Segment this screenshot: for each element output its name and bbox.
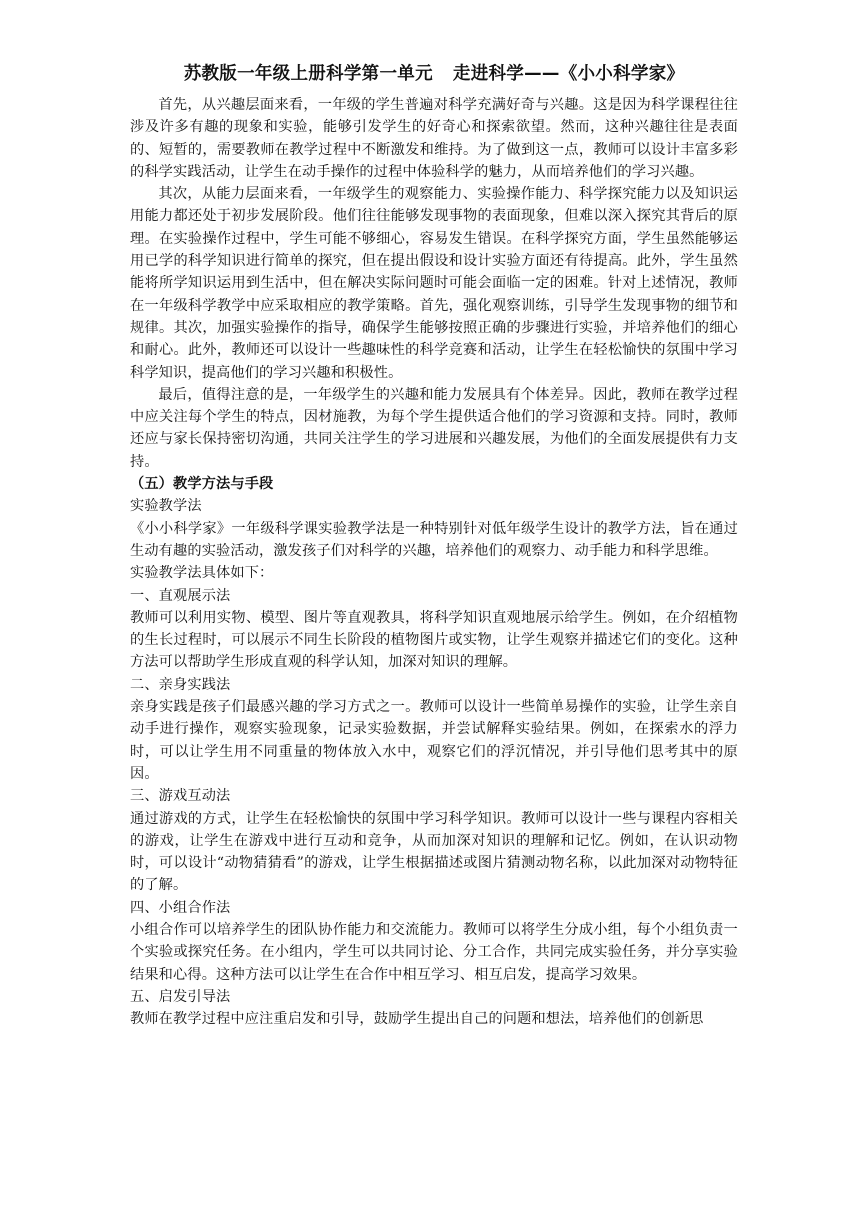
title-part-2: 走进科学——《小小科学家》 <box>452 64 685 84</box>
paragraph-methods-lead: 实验教学法具体如下： <box>130 565 274 582</box>
paragraph-individual-difference: 最后，值得注意的是，一年级学生的兴趣和能力发展具有个体差异。因此，教师在教学过程中应关注每个学生的特点，因材施教，为每个学生提供适合他们的学习资源和支持。同时，教师还应与家长保持密切沟通，共同关注学生的学习进展和兴趣发展，为他们的全面发展提供有力支持。 <box>130 386 738 470</box>
method-paragraph-3: 通过游戏的方式，让学生在轻松愉快的氛围中学习科学知识。教师可以设计一些与课程内容相关的游戏，让学生在游戏中进行互动和竞争，从而加深对知识的理解和记忆。例如，在认识动物时，可以设计“动物猜猜看”的游戏，让学生根据描述或图片猜测动物名称，以此加深对动物特征的了解。 <box>130 810 738 894</box>
method-heading-3: 三、游戏互动法 <box>130 788 231 805</box>
method-paragraph-5: 教师在教学过程中应注重启发和引导，鼓励学生提出自己的问题和想法，培养他们的创新思 <box>130 1011 704 1028</box>
section-heading-teaching-methods: （五）教学方法与手段 <box>130 476 274 493</box>
document-page <box>130 60 738 1030</box>
document-title <box>130 60 738 88</box>
method-heading-2: 二、亲身实践法 <box>130 676 231 693</box>
method-paragraph-2: 亲身实践是孩子们最感兴趣的学习方式之一。教师可以设计一些简单易操作的实验，让学生亲自动手进行操作，观察实验现象，记录实验数据，并尝试解释实验结果。例如，在探索水的浮力时，可以让学生用不同重量的物体放入水中，观察它们的浮沉情况，并引导他们思考其中的原因。 <box>130 699 738 782</box>
document-body <box>130 94 738 1030</box>
method-heading-5: 五、启发引导法 <box>130 988 231 1005</box>
paragraph-ability: 其次，从能力层面来看，一年级学生的观察能力、实验操作能力、科学探究能力以及知识运用能力都还处于初步发展阶段。他们往往能够发现事物的表面现象，但难以深入探究其背后的原理。在实验操作过程中，学生可能不够细心，容易发生错误。在科学探究方面，学生虽然能够运用已学的科学知识进行简单的探究，但在提出假设和设计实验方面还有待提高。此外，学生虽然能将所学知识运用到生活中，但在解决实际问题时可能会面临一定的困难。针对上述情况，教师在一年级科学教学中应采取相应的教学策略。首先，强化观察训练，引导学生发现事物的细节和规律。其次，加强实验操作的指导，确保学生能够按照正确的步骤进行实验，并培养他们的细心和耐心。此外，教师还可以设计一些趣味性的科学竞赛和活动，让学生在轻松愉快的氛围中学习科学知识，提高他们的学习兴趣和积极性。 <box>130 186 738 381</box>
paragraph-interest: 首先，从兴趣层面来看，一年级的学生普遍对科学充满好奇与兴趣。这是因为科学课程往往涉及许多有趣的现象和实验，能够引发学生的好奇心和探索欲望。然而，这种兴趣往往是表面的、短暂的，需要教师在教学过程中不断激发和维持。为了做到这一点，教师可以设计丰富多彩的科学实践活动，让学生在动手操作的过程中体验科学的魅力，从而培养他们的学习兴趣。 <box>130 97 738 180</box>
method-paragraph-1: 教师可以利用实物、模型、图片等直观教具，将科学知识直观地展示给学生。例如，在介绍植物的生长过程时，可以展示不同生长阶段的植物图片或实物，让学生观察并描述它们的变化。这种方法可以帮助学生形成直观的科学认知，加深对知识的理解。 <box>130 609 738 671</box>
method-heading-4: 四、小组合作法 <box>130 899 231 916</box>
method-paragraph-4: 小组合作可以培养学生的团队协作能力和交流能力。教师可以将学生分成小组，每个小组负责一个实验或探究任务。在小组内，学生可以共同讨论、分工合作，共同完成实验任务，并分享实验结果和心得。这种方法可以让学生在合作中相互学习、相互启发，提高学习效果。 <box>130 921 738 983</box>
title-part-1: 苏教版一年级上册科学第一单元 <box>183 64 433 84</box>
subheading-experiment-teaching: 实验教学法 <box>130 498 202 515</box>
method-heading-1: 一、直观展示法 <box>130 587 231 604</box>
paragraph-experiment-intro: 《小小科学家》一年级科学课实验教学法是一种特别针对低年级学生设计的教学方法，旨在通过生动有趣的实验活动，激发孩子们对科学的兴趣，培养他们的观察力、动手能力和科学思维。 <box>130 520 738 559</box>
